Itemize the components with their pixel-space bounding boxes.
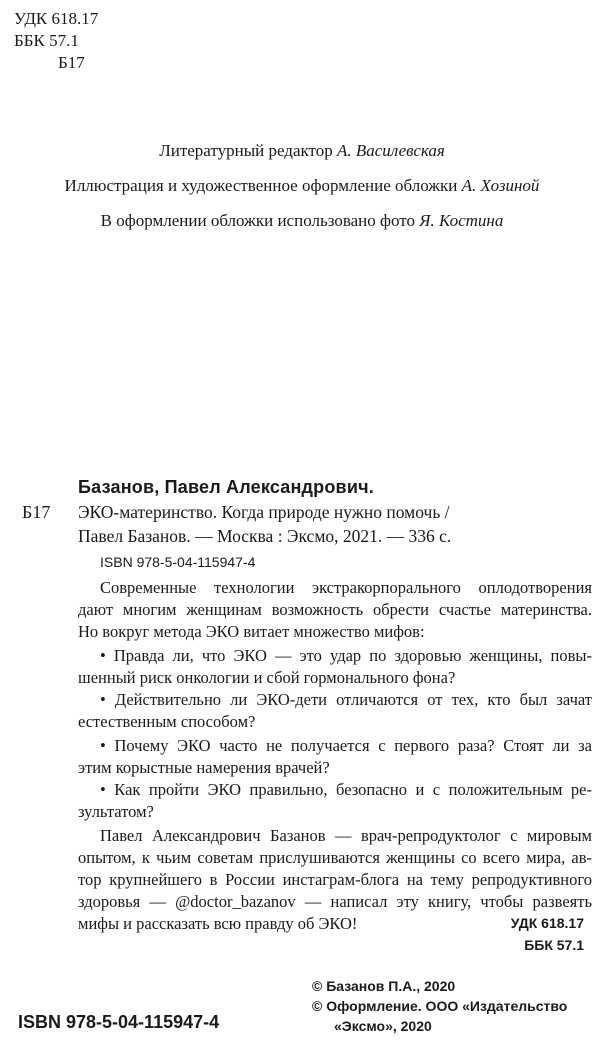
abstract-line: естественным способом? [78, 712, 256, 731]
author-mark: Б17 [58, 53, 85, 72]
illustration-name: А. Хозиной [461, 176, 540, 195]
abstract-line: Но вокруг метода ЭКО витает множество мифов: [78, 622, 425, 641]
copyright-line-2: © Оформление. ООО «Издательство [312, 998, 568, 1014]
bbk-code: ББК 57.1 [14, 31, 79, 50]
illustration-credit [0, 176, 604, 196]
illustration-label: Иллюстрация и художественное оформление обложки [64, 176, 462, 195]
abstract-line: здоровья — @doctor_bazanov — написал эту книгу, чтобы развеять [78, 892, 592, 911]
editor-name: А. Василевская [336, 141, 445, 160]
editor-credit [0, 141, 604, 161]
catalog-title-line-1: ЭКО-материнство. Когда природе нужно помочь / [78, 502, 450, 522]
bottom-classification [470, 912, 584, 956]
abstract-line: мифы и рассказать всю правду об ЭКО! [78, 914, 358, 933]
abstract-line: опытом, к чьим советам прислушиваются женщины со всего мира, ав- [78, 848, 592, 867]
copyright-line-1: © Базанов П.А., 2020 [312, 978, 456, 994]
catalog-code: Б17 [22, 502, 51, 522]
abstract-line: • Почему ЭКО часто не получается с первого раза? Стоят ли за [100, 736, 592, 755]
bottom-bbk: ББК 57.1 [524, 937, 584, 953]
abstract-line: Павел Александрович Базанов — врач-репродуктолог с мировым [100, 826, 592, 845]
abstract-line: • Как пройти ЭКО правильно, безопасно и с положительным ре- [100, 780, 592, 799]
isbn-footer: ISBN 978-5-04-115947-4 [18, 1012, 220, 1032]
abstract-line: этим корыстные намерения врачей? [78, 758, 330, 777]
abstract-line: шенный риск онкологии и сбой гормонального фона? [78, 668, 456, 687]
bottom-udk: УДК 618.17 [510, 915, 584, 931]
photo-name: Я. Костина [419, 211, 504, 230]
abstract-line: тор крупнейшего в России инстаграм-блога на тему репродуктивного [78, 870, 592, 889]
classification-block [14, 8, 98, 74]
catalog-isbn: ISBN 978-5-04-115947-4 [100, 554, 256, 570]
catalog-author: Базанов, Павел Александрович. [78, 477, 374, 497]
abstract-line: Современные технологии экстракорпорального оплодотворения [100, 578, 592, 597]
photo-label: В оформлении обложки использовано фото [100, 211, 420, 230]
udk-code: УДК 618.17 [14, 9, 99, 28]
abstract-line: • Правда ли, что ЭКО — это удар по здоровью женщины, повы- [100, 646, 592, 665]
abstract-line: • Действительно ли ЭКО-дети отличаются от тех, кто был зачат [100, 690, 592, 709]
editor-label: Литературный редактор [159, 141, 337, 160]
abstract-line: дают многим женщинам возможность обрести счастье материнства. [78, 600, 592, 619]
catalog-title-line-2: Павел Базанов. — Москва : Эксмо, 2021. — 336 с. [78, 526, 452, 546]
photo-credit [0, 211, 604, 231]
copyright-line-3: «Эксмо», 2020 [334, 1018, 432, 1034]
abstract-line: зультатом? [78, 802, 154, 821]
